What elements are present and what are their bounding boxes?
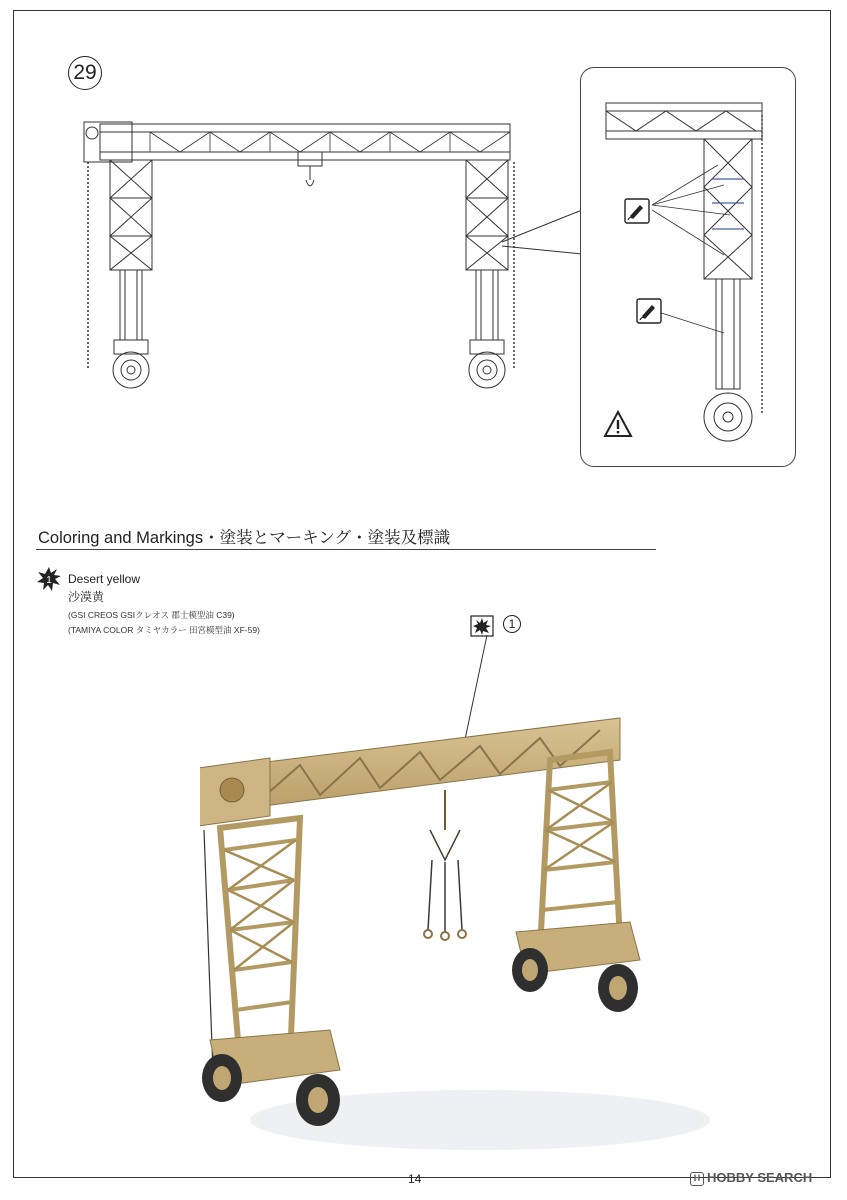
warning-icon: [603, 410, 633, 438]
hobby-search-logo-icon: H: [690, 1172, 704, 1186]
paint-ref-tamiya: (TAMIYA COLOR タミヤカラー 田宮模型油 XF-59): [68, 625, 260, 635]
paint-splash-icon: [36, 566, 62, 592]
section-title: Coloring and Markings・塗装とマーキング・塗装及標識: [38, 529, 451, 547]
page-number: 14: [408, 1172, 422, 1186]
paint-name-jp: 沙漠黄: [68, 590, 105, 604]
gantry-crane-line-drawing: [70, 118, 530, 403]
section-divider: [36, 549, 656, 550]
paint-brush-icon: [624, 198, 650, 224]
gantry-crane-model-render: [200, 640, 820, 1170]
watermark-text: HOBBY SEARCH: [707, 1170, 813, 1185]
callout-number: 1: [503, 615, 521, 633]
step-number: 29: [68, 56, 102, 90]
detail-line-drawing: [600, 95, 780, 455]
paint-brush-icon: [636, 298, 662, 324]
paint-chip-number: 1: [46, 575, 52, 586]
detail-leader-lines: [500, 200, 590, 270]
paint-name-en: Desert yellow: [68, 572, 141, 586]
paint-ref-gsi: (GSI CREOS GSIクレオス 郡士模型油 C39): [68, 610, 235, 620]
watermark: [690, 1170, 812, 1186]
